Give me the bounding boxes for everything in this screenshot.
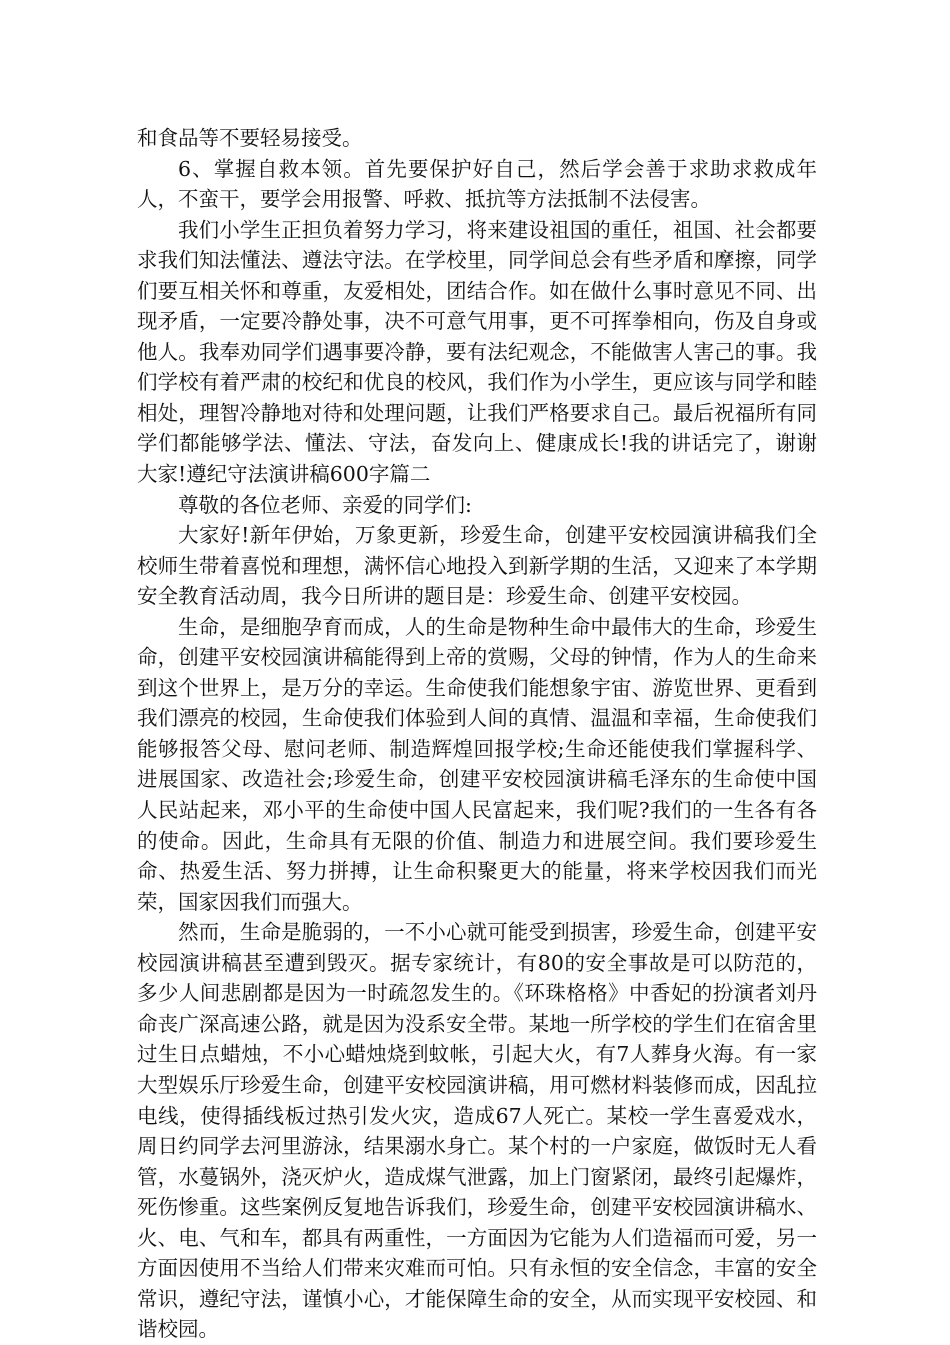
paragraph-7: 然而，生命是脆弱的，一不小心就可能受到损害，珍爱生命，创建平安校园演讲稿甚至遭到毁灭。据专家统计，有80的安全事故是可以防范的，多少人间悲剧都是因为一时疏忽发生的。《环珠格格》中香妃的扮演者刘丹命丧广深高速公路，就是因为没系安全带。某地一所学校的学生们在宿舍里过生日点蜡烛，不小心蜡烛烧到蚊帐，引起大火，有7人葬身火海。有一家大型娱乐厅珍爱生命，创建平安校园演讲稿，用可燃材料装修而成，因乱拉电线，使得插线板过热引发火灾，造成67人死亡。某校一学生喜爱戏水，周日约同学去河里游泳，结果溺水身亡。某个村的一户家庭，做饭时无人看管，水蔓锅外，浇灭炉火，造成煤气泄露，加上门窗紧闭，最终引起爆炸，死伤惨重。这些案例反复地告诉我们，珍爱生命，创建平安校园演讲稿水、火、电、气和车，都具有两重性，一方面因为它能为人们造福而可爱，另一方面因使用不当给人们带来灾难而可怕。只有永恒的安全信念，丰富的安全常识，遵纪守法，谨慎小心，才能保障生命的安全，从而实现平安校园、和谐校园。 (137, 920, 817, 1342)
paragraph-6: 生命，是细胞孕育而成，人的生命是物种生命中最伟大的生命，珍爱生命，创建平安校园演讲稿能得到上帝的赏赐，父母的钟情，作为人的生命来到这个世界上，是万分的幸运。生命使我们能想象宇宙、游览世界、更看到我们漂亮的校园，生命使我们体验到人间的真情、温温和幸福，生命使我们能够报答父母、慰问老师、制造辉煌回报学校;生命还能使我们掌握科学、进展国家、改造社会;珍爱生命，创建平安校园演讲稿毛泽东的生命使中国人民站起来，邓小平的生命使中国人民富起来，我们呢?我们的一生各有各的使命。因此，生命具有无限的价值、制造力和进展空间。我们要珍爱生命、热爱生活、努力拼搏，让生命积聚更大的能量，将来学校因我们而光荣，国家因我们而强大。 (137, 614, 817, 914)
paragraph-1: 和食品等不要轻易接受。 (137, 126, 363, 150)
paragraph-3: 我们小学生正担负着努力学习，将来建设祖国的重任，祖国、社会都要求我们知法懂法、遵法守法。在学校里，同学间总会有些矛盾和摩擦，同学们要互相关怀和尊重，友爱相处，团结合作。如在做什么事时意见不同、出现矛盾，一定要冷静处事，决不可意气用事，更不可挥拳相向，伤及自身或他人。我奉劝同学们遇事要冷静，要有法纪观念，不能做害人害己的事。我们学校有着严肃的校纪和优良的校风，我们作为小学生，更应该与同学和睦相处，理智冷静地对待和处理问题，让我们严格要求自己。最后祝福所有同学们都能够学法、懂法、守法，奋发向上、健康成长!我的讲话完了，谢谢大家!遵纪守法演讲稿600字篇二 (137, 217, 817, 487)
paragraph-2: 6、掌握自救本领。首先要保护好自己，然后学会善于求助求救成年人，不蛮干，要学会用报警、呼救、抵抗等方法抵制不法侵害。 (137, 156, 817, 212)
paragraph-4: 尊敬的各位老师、亲爱的同学们: (178, 492, 472, 517)
paragraph-5: 大家好!新年伊始，万象更新，珍爱生命，创建平安校园演讲稿我们全校师生带着喜悦和理想，满怀信心地投入到新学期的生活，又迎来了本学期安全教育活动周，我今日所讲的题目是：珍爱生命、创建平安校园。 (137, 523, 817, 609)
document-body (137, 123, 817, 1345)
